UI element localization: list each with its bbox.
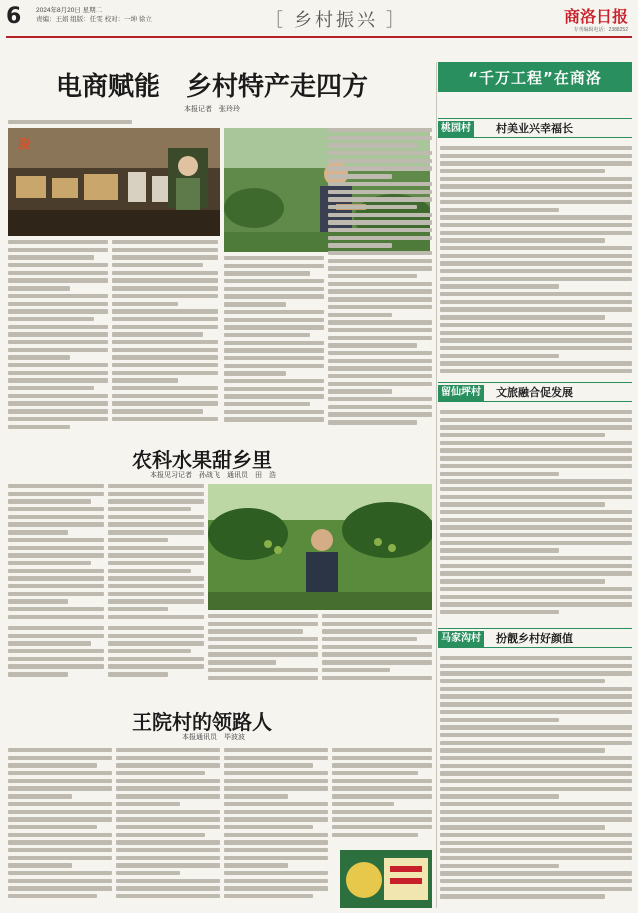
article-text-village-1 [440,146,632,374]
article-text-ecommerce-col4 [328,128,432,432]
article-text-leader-col2 [116,748,220,908]
article-text-ecommerce-col3 [224,256,324,432]
headline-fruit: 农科水果甜乡里 [132,448,272,472]
article-text-ecommerce-col1 [8,240,108,430]
article-text-fruit-col1 [8,484,104,622]
village-header-3 [438,628,632,648]
shop-photo [8,128,220,236]
promo-graphic [340,850,432,908]
article-text-fruit-col3 [208,614,318,686]
editor-phone: 专刊编辑电话：2388252 [573,27,628,33]
orchard-photo [208,484,432,610]
village-name-2: 留仙坪村 [438,385,484,401]
editor-line: 责编：王娟 组版：任雯 校对：一坤 徐立 [36,16,152,23]
newspaper-brand: 商洛日报 [563,7,628,26]
byline-ecommerce: 本报记者 张玲玲 [184,106,240,113]
byline-leader: 本报通讯员 毕波波 [182,734,245,741]
headline-leader: 王院村的领路人 [132,710,272,734]
article-text-fruit-col2b [108,626,204,686]
village-header-2 [438,382,632,402]
article-text-village-2 [440,410,632,622]
headline-ecommerce: 电商赋能 乡村特产走四方 [56,72,369,102]
village-name-3: 马家沟村 [438,631,484,647]
column-divider [436,62,437,908]
article-text-leader-col1 [8,748,112,908]
header-rule [6,36,632,38]
series-banner: “千万工程”在商洛 [438,62,632,92]
page-number: 6 [6,4,22,29]
article-text-fruit-col4 [322,614,432,686]
village-title-2: 文旅融合促发展 [496,386,573,399]
village-header-1 [438,118,632,138]
article-text-fruit-col2 [108,484,204,622]
village-name-1: 桃园村 [438,121,474,137]
article-text-leader-col3 [224,748,328,908]
article-text-ecommerce-col2 [112,240,218,430]
village-title-1: 村美业兴幸福长 [496,122,573,135]
header-meta [36,6,152,24]
article-text-village-3 [440,656,632,908]
village-title-3: 扮靓乡村好颜值 [496,632,573,645]
article-text-fruit-col1b [8,626,104,686]
byline-fruit: 本报见习记者 孙战飞 通讯员 田 浩 [150,472,276,479]
page-header [0,0,638,38]
article-text-leader-col4 [332,748,432,844]
svg-text:脱: 脱 [18,137,31,151]
section-title: ［ 乡村振兴 ］ [265,10,408,30]
issue-date: 2024年8月20日 星期二 [36,7,103,14]
